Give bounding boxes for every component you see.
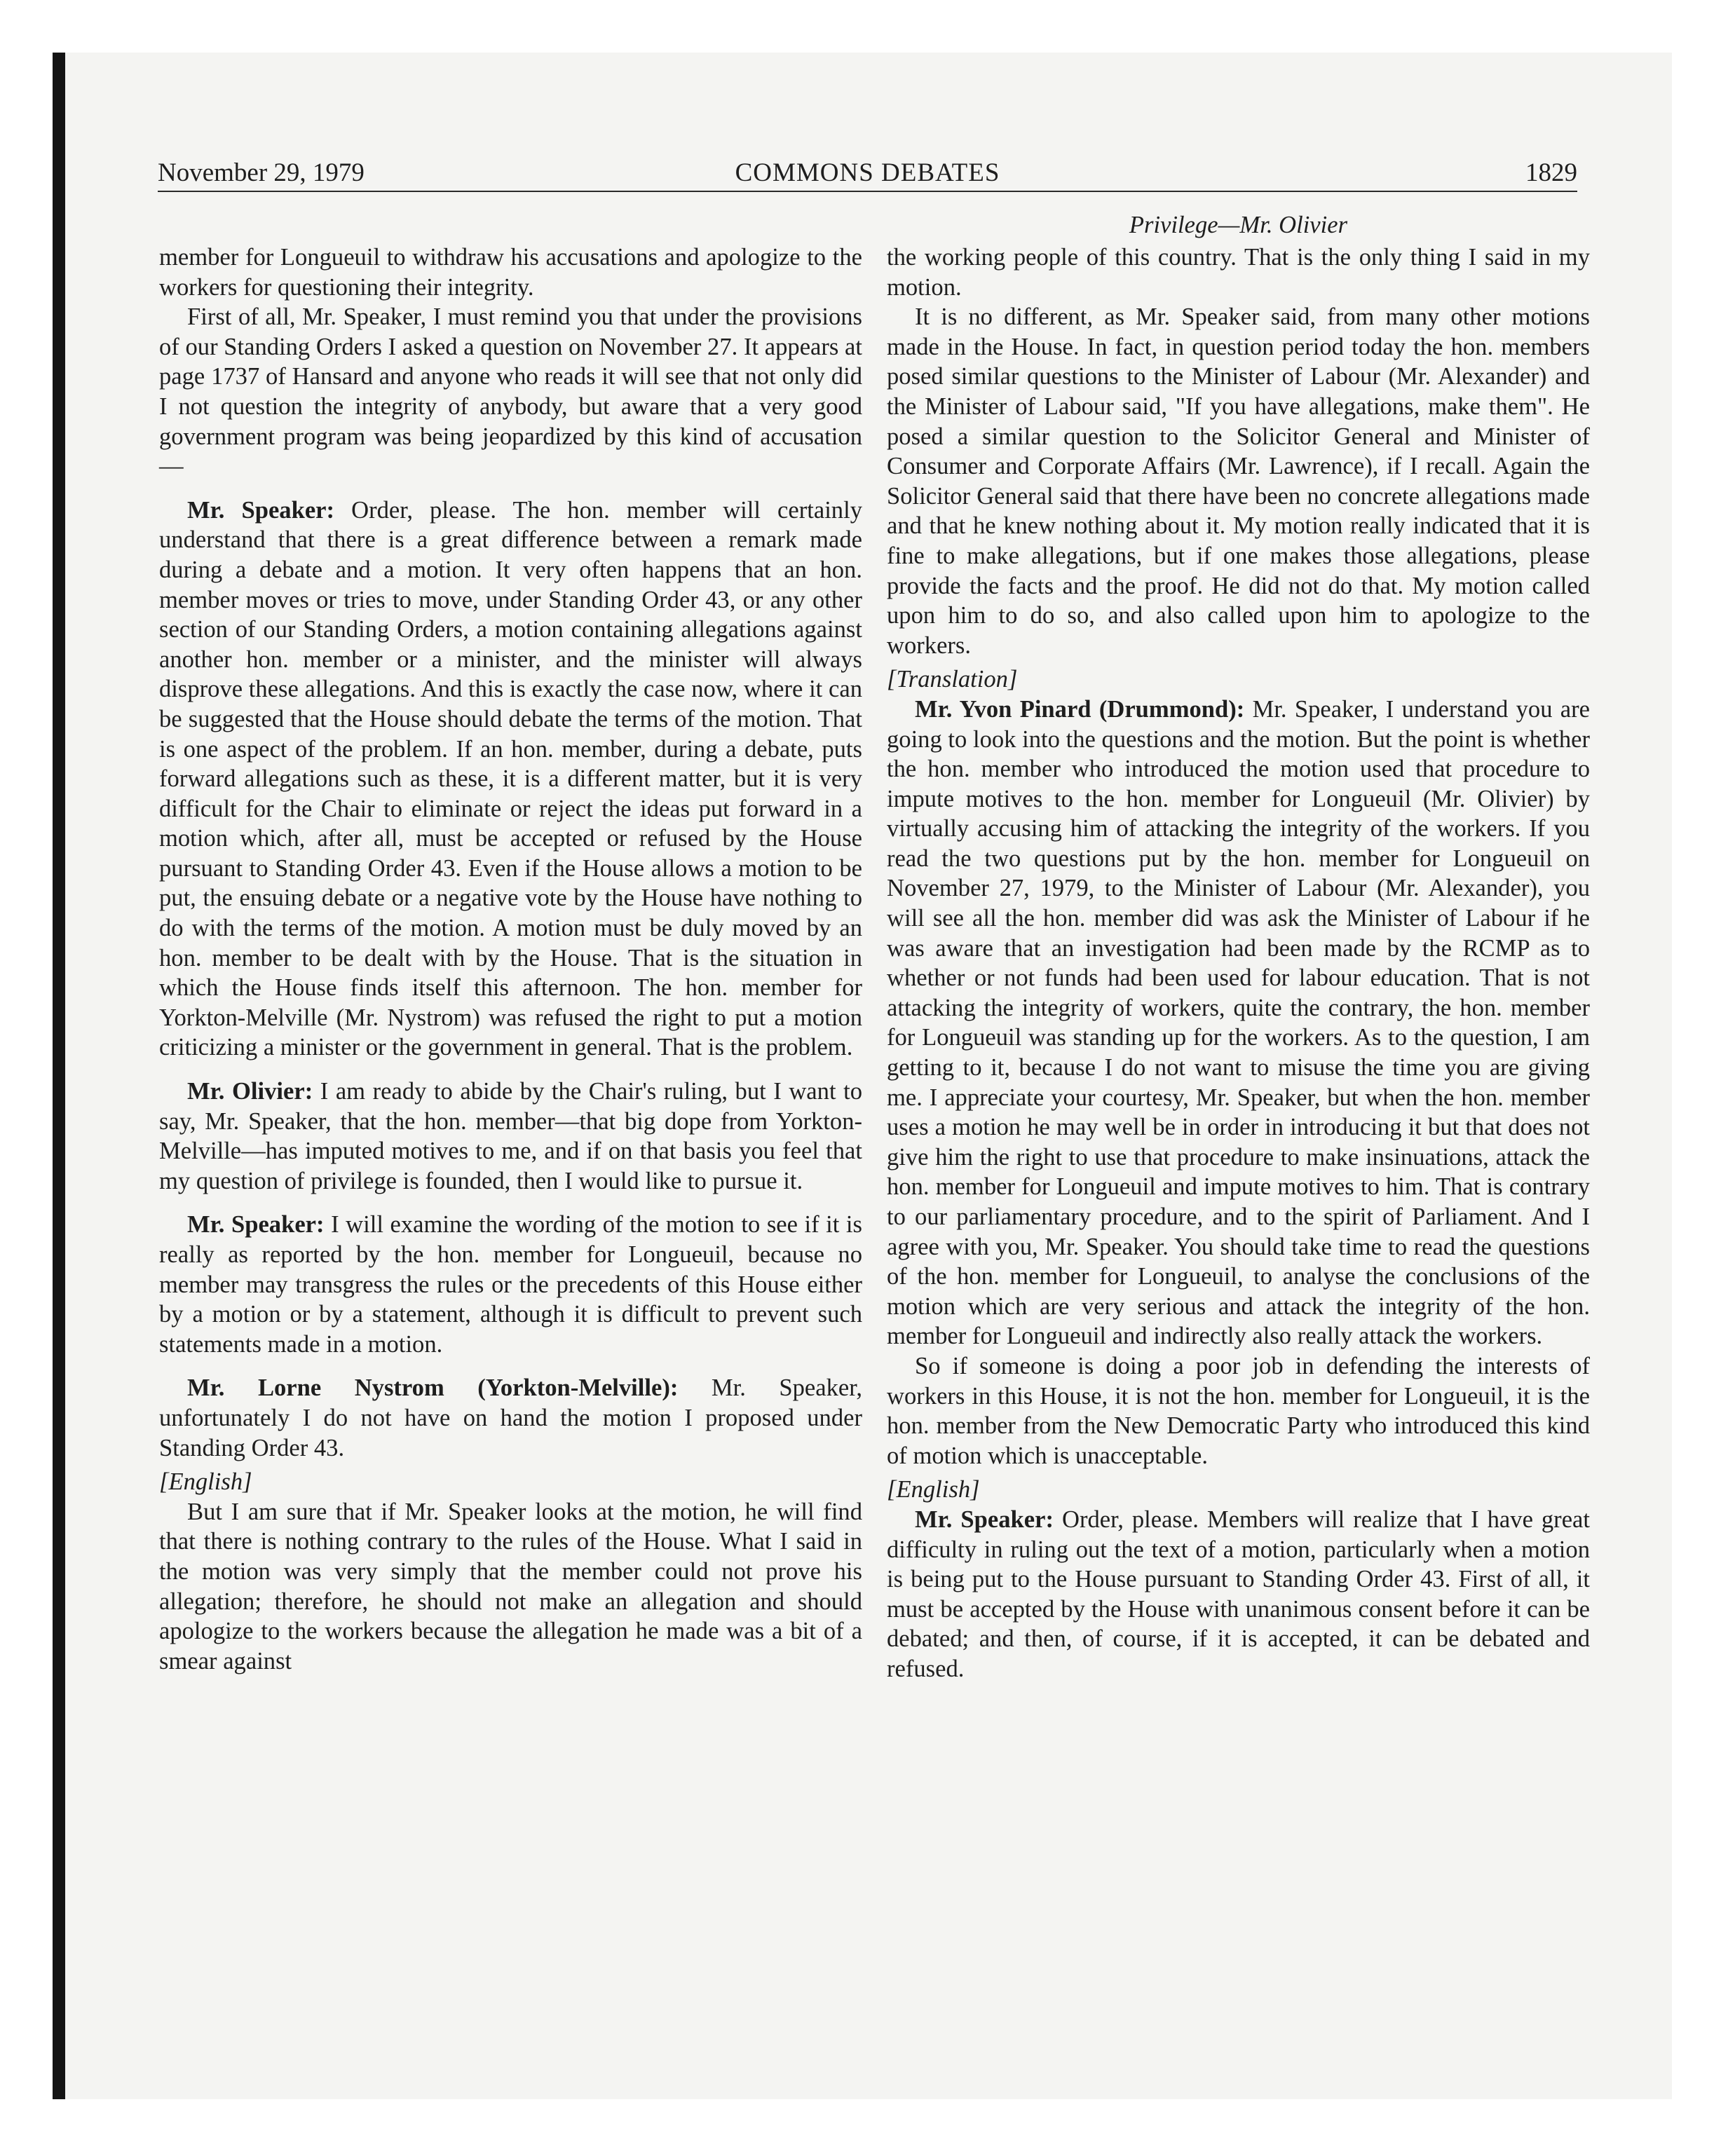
speech-paragraph — [159, 1210, 862, 1359]
speaker-name: Mr. Olivier: — [187, 1078, 313, 1105]
speaker-name: Mr. Speaker: — [915, 1506, 1054, 1533]
language-note: [Translation] — [887, 666, 1018, 693]
speech-paragraph — [159, 1373, 862, 1463]
paragraph: It is no different, as Mr. Speaker said, from many other motions made in the House. In fact, in question period today the hon. members posed similar questions to the Minister of Labour (Mr. Alexander) and the Minister of Labour said, "If you have allegations, make them". He posed a similar question to the Solicitor General and Minister of Consumer and Corporate Affairs (Mr. Lawrence), if I recall. Again the Solicitor General said that there have been no concrete allegations made and that he knew nothing about it. My motion really indicated that it is fine to make allegations, but if one makes those allegations, please provide the facts and the proof. He did not do that. My motion called upon him to do so, and also called upon him to apologize to the workers. — [887, 303, 1590, 659]
speech-text: Mr. Speaker, I understand you are going to look into the questions and the motion. But the point is whether the hon. member who introduced the motion used that procedure to impute motives to the hon. member for Longueuil (Mr. Olivier) by virtually accusing him of attacking the integrity of the workers. If you read the two questions put by the hon. member for Longueuil on November 27, 1979, to the Minister of Labour (Mr. Alexander), you will see all the hon. member did was ask the Minister of Labour if he was aware that an investigation had been made by the RCMP as to whether or not funds had been used for labour education. That is not attacking the integrity of workers, quite the contrary, the hon. member for Longueuil was standing up for the workers. As to the question, I am getting to it, because I do not want to misuse the time you are giving me. I appreciate your courtesy, Mr. Speaker, but when the hon. member uses a motion he may well be in order in introducing it but that does not give him the right to use that procedure to make insinuations, attack the hon. member for Longueuil and impute motives to him. That is contrary to our parliamentary procedure, and to the spirit of Parliament. And I agree with you, Mr. Speaker. You should take time to read the questions of the hon. member for Longueuil, to analyse the conclusions of the motion which are very serious and attack the integrity of the hon. member for Longueuil and indirectly also really attack the workers. — [887, 695, 1590, 1350]
page-header — [158, 156, 1577, 191]
paragraph: First of all, Mr. Speaker, I must remind you that under the provisions of our Standing Orders I asked a question on November 27. It appears at page 1737 of Hansard and anyone who reads it will see that not only did I not question the integrity of anybody, but aware that a very good government program was being jeopardized by this kind of accusation— — [159, 303, 862, 480]
paragraph: the working people of this country. That is the only thing I said in my motion. — [887, 244, 1590, 301]
speech-paragraph — [887, 1505, 1590, 1684]
speech-text: Mr. Speaker, unfortunately I do not have on hand the motion I proposed under Standing Order 43. — [159, 1374, 862, 1461]
speech-paragraph — [159, 496, 862, 1063]
right-column — [887, 243, 1590, 1684]
running-head: Privilege—Mr. Olivier — [1129, 212, 1348, 238]
speech-text: Order, please. Members will realize that I have great difficulty in ruling out the text of a motion, particularly when a motion is being put to the House pursuant to Standing Order 43. First of all, it must be accepted by the House with unanimous consent before it can be debated; and then, of course, if it is accepted, it can be debated and refused. — [887, 1506, 1590, 1682]
header-rule — [158, 191, 1577, 192]
paragraph: But I am sure that if Mr. Speaker looks at the motion, he will find that there is nothing contrary to the rules of the House. What I said in the motion was very simply that the member could not prove his allegation; therefore, he should not make an allegation and should apologize to the workers because the allegation he made was a bit of a smear against — [159, 1498, 862, 1674]
paragraph: So if someone is doing a poor job in defending the interests of workers in this House, it is not the hon. member for Longueuil, it is the hon. member from the New Democratic Party who introduced this kind of motion which is unacceptable. — [887, 1352, 1590, 1469]
speaker-name: Mr. Speaker: — [187, 1211, 325, 1239]
speaker-name: Mr. Yvon Pinard (Drummond): — [915, 695, 1245, 723]
binding-edge — [53, 53, 65, 2099]
header-date: November 29, 1979 — [158, 158, 365, 187]
language-note: [English] — [887, 1476, 980, 1503]
speech-paragraph — [887, 695, 1590, 1351]
header-title: COMMONS DEBATES — [735, 158, 1000, 187]
speech-text: I will examine the wording of the motion to see if it is really as reported by the hon. member for Longueuil, because no member may transgress the rules or the precedents of this House either by a motion or by a statement, although it is difficult to prevent such statements made in a motion. — [159, 1211, 862, 1358]
left-column — [159, 243, 862, 1676]
header-page-number: 1829 — [1525, 158, 1577, 187]
speaker-name: Mr. Lorne Nystrom (Yorkton-Melville): — [187, 1374, 679, 1402]
paragraph: member for Longueuil to withdraw his accusations and apologize to the workers for questioning their integrity. — [159, 244, 862, 301]
speech-paragraph — [159, 1077, 862, 1196]
speech-text: I am ready to abide by the Chair's ruling, but I want to say, Mr. Speaker, that the hon. member—that big dope from Yorkton-Melville—has imputed motives to me, and if on that basis you feel that my question of privilege is founded, then I would like to pursue it. — [159, 1078, 862, 1194]
speech-text: Order, please. The hon. member will certainly understand that there is a great difference between a remark made during a debate and a motion. It very often happens that an hon. member moves or tries to move, under Standing Order 43, or any other section of our Standing Orders, a motion containing allegations against another hon. member or a minister, and the minister will always disprove these allegations. And this is exactly the case now, where it can be suggested that the House should debate the terms of the motion. That is one aspect of the problem. If an hon. member, during a debate, puts forward allegations such as these, it is a different matter, but it is very difficult for the Chair to eliminate or reject the ideas put forward in a motion which, after all, must be accepted or refused by the House pursuant to Standing Order 43. Even if the House allows a motion to be put, the ensuing debate or a negative vote by the House have nothing to do with the terms of the motion. A motion must be duly moved by an hon. member to be dealt with by the House. That is the situation in which the House finds itself this afternoon. The hon. member for Yorkton-Melville (Mr. Nystrom) was refused the right to put a motion criticizing a minister or the government in general. That is the problem. — [159, 496, 862, 1061]
speaker-name: Mr. Speaker: — [187, 496, 335, 524]
language-note: [English] — [159, 1468, 252, 1496]
